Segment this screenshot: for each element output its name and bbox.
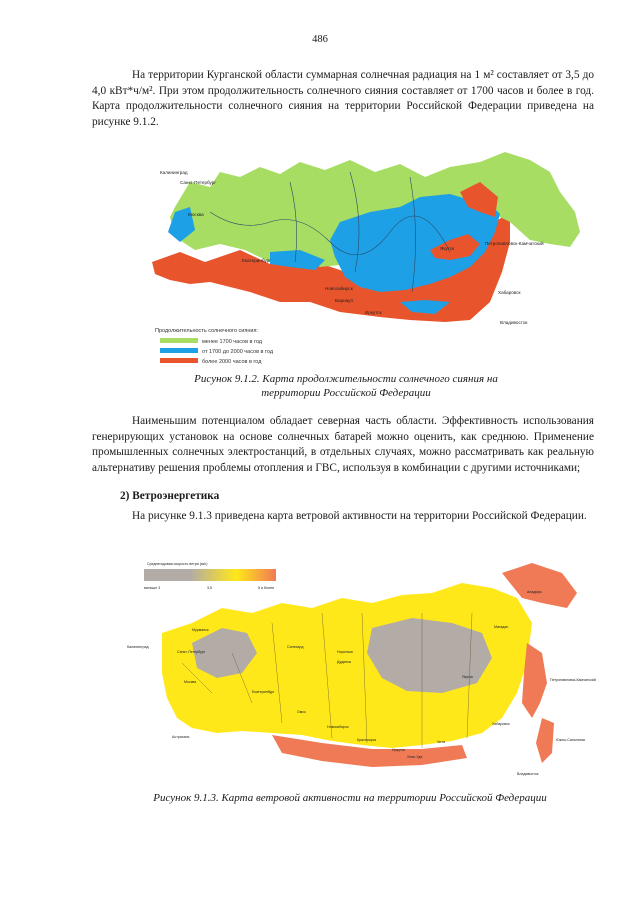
section-heading-wind: 2) Ветроэнергетика bbox=[120, 490, 220, 502]
wind-city-magadan: Магадан bbox=[494, 625, 509, 629]
wind-city-chita: Чита bbox=[437, 740, 446, 744]
city-barnaul: Барнаул bbox=[335, 298, 354, 303]
figure-caption-sunshine: Рисунок 9.1.2. Карта продолжительности солнечного сияния на территории Российской Федерации bbox=[194, 373, 498, 399]
legend-label-high: более 2000 часов в год bbox=[202, 359, 262, 365]
wind-city-murmansk: Мурманск bbox=[192, 628, 209, 632]
wind-city-omsk: Омск bbox=[297, 710, 306, 714]
wind-city-astrakhan: Астрахань bbox=[172, 735, 190, 739]
wind-city-petropavlovsk: Петропавловск-Камчатский bbox=[550, 678, 596, 682]
city-kaliningrad: Калининград bbox=[160, 170, 188, 175]
wind-city-yakutsk: Якутск bbox=[462, 675, 473, 679]
city-irkutsk: Иркутск bbox=[365, 310, 382, 315]
wind-city-vladivostok: Владивосток bbox=[517, 772, 539, 776]
city-spb: Санкт-Петербург bbox=[180, 180, 217, 185]
wind-city-spb: Санкт-Петербург bbox=[177, 650, 206, 654]
wind-city-salekhard: Салехард bbox=[287, 645, 304, 649]
sunshine-map bbox=[150, 152, 582, 370]
city-novosibirsk: Новосибирск bbox=[325, 286, 353, 291]
legend-label-low: менее 1700 часов в год bbox=[202, 339, 263, 345]
wind-city-yekaterinburg: Екатеринбург bbox=[252, 690, 275, 694]
city-vladivostok: Владивосток bbox=[500, 320, 528, 325]
city-khabarovsk: Хабаровск bbox=[498, 290, 521, 295]
legend-label-mid: от 1700 до 2000 часов в год bbox=[202, 349, 274, 355]
wind-city-yuzhno: Южно-Сахалинск bbox=[556, 738, 586, 742]
wind-map bbox=[122, 553, 596, 785]
wind-city-norilsk: Норильск bbox=[337, 650, 353, 654]
wind-legend-title: Среднегодовая скорость ветра (м/с) bbox=[147, 562, 208, 566]
wind-city-irkutsk: Иркутск bbox=[392, 748, 405, 752]
wind-city-novosibirsk: Новосибирск bbox=[327, 725, 349, 729]
wind-city-anadyr: Анадырь bbox=[527, 590, 542, 594]
legend-swatch-low bbox=[160, 338, 198, 343]
legend-swatch-mid bbox=[160, 348, 198, 353]
paragraph-solar-radiation: На территории Курганской области суммарная солнечная радиация на 1 м² составляет от 3,5 до 4,0 кВт*ч/м². При этом продолжительность солнечного сияния составляет от 1700 часов и более в год. Карта продолжительности солнечного сияния на территории Российской Федерации приведена на рисунке 9.1.2. bbox=[92, 69, 594, 128]
wind-legend-tick-high: 5 и более bbox=[258, 586, 275, 590]
wind-city-dudinka: Дудинка bbox=[337, 660, 351, 664]
wind-city-krasnoyarsk: Красноярск bbox=[357, 738, 377, 742]
city-yakutsk: Якутск bbox=[440, 246, 455, 251]
wind-city-khabarovsk: Хабаровск bbox=[492, 722, 510, 726]
paragraph-wind-intro: На рисунке 9.1.3 приведена карта ветровой активности на территории Российской Федерации. bbox=[132, 510, 587, 522]
city-yekaterinburg: Екатеринбург bbox=[242, 258, 271, 263]
city-moscow: Москва bbox=[188, 212, 204, 217]
wind-zone-high-sakhalin bbox=[536, 718, 554, 763]
legend-swatch-high bbox=[160, 358, 198, 363]
wind-city-ulanude: Улан-Удэ bbox=[407, 755, 423, 759]
wind-city-moscow: Москва bbox=[184, 680, 197, 684]
wind-legend-tick-mid: 3,5 bbox=[207, 586, 212, 590]
paragraph-potential: Наименьшим потенциалом обладает северная часть области. Эффективность использования генерирующих установок на основе солнечных батарей можно оценить, как среднюю. Применение промышленных солнечных электростанций, в отдельных случаях, можно рассматривать как реальную альтернативу решения проблемы отопления и ГВС, используя в комбинации с другими источниками; bbox=[92, 415, 594, 474]
figure-caption-wind: Рисунок 9.1.3. Карта ветровой активности на территории Российской Федерации bbox=[153, 792, 547, 804]
page-number: 486 bbox=[312, 34, 328, 45]
wind-city-kaliningrad: Калининград bbox=[127, 645, 149, 649]
city-petropavlovsk: Петропавловск-Камчатский bbox=[485, 241, 544, 246]
wind-legend-tick-low: меньше 3 bbox=[144, 586, 161, 590]
wind-legend-gradient bbox=[144, 569, 276, 581]
sunshine-legend-title: Продолжительность солнечного сияния: bbox=[155, 328, 258, 334]
